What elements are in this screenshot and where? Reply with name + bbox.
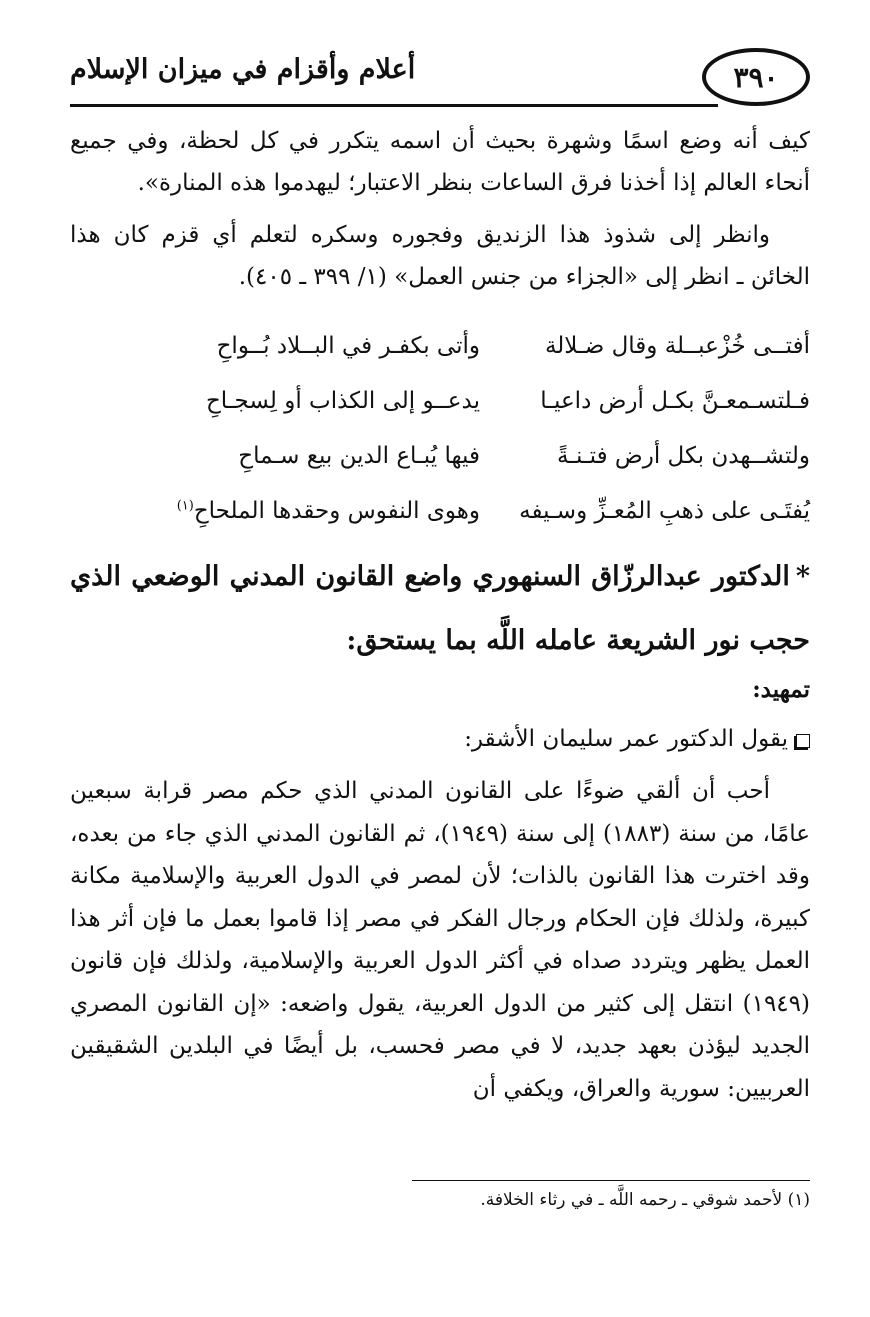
poem-verse <box>70 318 810 373</box>
poem-verse <box>70 483 810 538</box>
header-rule <box>70 104 718 107</box>
star-icon: * <box>795 561 810 592</box>
quote-intro-text: يقول الدكتور عمر سليمان الأشقر: <box>464 726 788 752</box>
verse-first-hemistich: أفتــى خُزْعبــلة وقال ضـلالة <box>544 332 810 359</box>
poem <box>70 318 810 538</box>
poem-verse <box>70 373 810 428</box>
page-number: ٣٩٠ <box>702 48 810 106</box>
verse-first-hemistich: فـلتسـمعـنَّ بكـل أرض داعيـا <box>540 387 810 414</box>
footnote-reference[interactable]: (١) <box>176 497 194 513</box>
subheading-introduction: تمهيد: <box>752 676 810 703</box>
section-heading <box>70 545 810 673</box>
paragraph-3-text: أحب أن ألقي ضوءًا على القانون المدني الذي حكم مصر قرابة سبعين عامًا، من سنة (١٨٨٣) إلى سنة (١٩٤٩)، ثم القانون المدني الذي جاء من بعده، وقد اخترت هذا القانون بالذات؛ لأن لمصر في الدول العربية والإسلامية مكانة كبيرة، ولذلك فإن الحكام ورجال الفكر في مصر إذا قاموا بعمل ما فإن أثر هذا العمل يظهر ويتردد صداه في أكثر الدول العربية والإسلامية، ولذلك فإن قانون (١٩٤٩) انتقل إلى كثير من الدول العربية، يقول واضعه: «إن القانون المصري الجديد ليؤذن بعهد جديد، لا في مصر فحسب، بل أيضًا في البلدين الشقيقين العربيين: سورية والعراق، ويكفي أن <box>70 778 810 1102</box>
section-heading-text: الدكتور عبدالرزّاق السنهوري واضع القانون المدني الوضعي الذي حجب نور الشريعة عامله اللَّه بما يستحق: <box>70 561 810 656</box>
poem-verse <box>70 428 810 483</box>
paragraph-1: كيف أنه وضع اسمًا وشهرة بحيث أن اسمه يتكرر في كل لحظة، وفي جميع أنحاء العالم إذا أخذنا فرق الساعات بنظر الاعتبار؛ ليهدموا هذه المنارة». <box>70 128 810 196</box>
quote-intro <box>464 726 810 752</box>
page-header <box>70 48 810 106</box>
verse-first-hemistich: يُفتَـى على ذهبِ المُعـزِّ وسـيفه <box>519 497 810 524</box>
verse-second-hemistich <box>70 498 480 524</box>
running-title: أعلام وأقزام في ميزان الإسلام <box>70 54 416 85</box>
footnote-rule <box>412 1180 810 1181</box>
verse-second-hemistich: فيها يُبـاع الدين بيع سـماحِ <box>238 442 480 469</box>
paragraph-2 <box>70 214 810 298</box>
verse-second-hemistich: يدعــو إلى الكذاب أو لِسجـاحِ <box>205 387 480 414</box>
box-bullet-icon <box>796 734 810 748</box>
paragraph-3 <box>70 770 810 1110</box>
verse-first-hemistich: ولتشــهدن بكل أرض فتـنـةً <box>556 442 810 469</box>
paragraph-2-text: وانظر إلى شذوذ هذا الزنديق وفجوره وسكره لتعلم أي قزم كان هذا الخائن ـ انظر إلى «الجزاء من جنس العمل» (١/ ٣٩٩ ـ ٤٠٥). <box>70 222 810 290</box>
footnote: (١) لأحمد شوقي ـ رحمه اللَّه ـ في رثاء الخلافة. <box>480 1190 810 1210</box>
verse-second-hemistich: وأتى بكفـر في البــلاد بُــواحِ <box>216 332 480 359</box>
verse-second-hemistich-text: وهوى النفوس وحقدها الملحاحِ <box>193 497 480 524</box>
